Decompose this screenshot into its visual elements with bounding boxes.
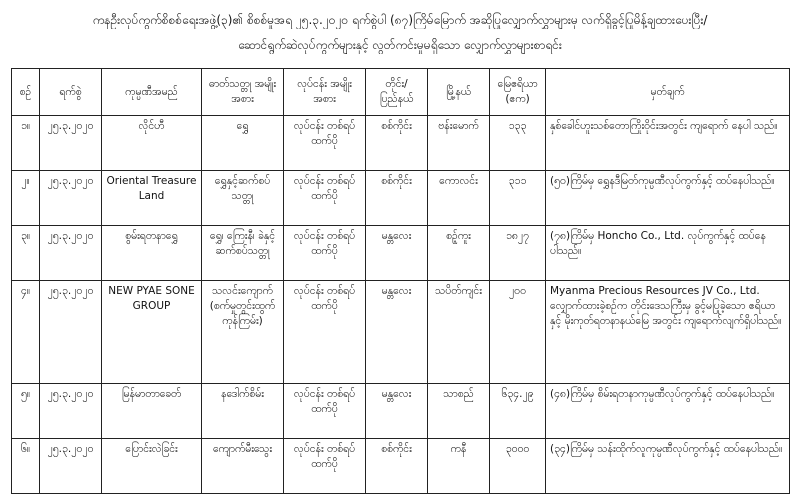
cell-business: လုပ်ငန်း တစ်ရပ်ထက်ပို	[284, 384, 366, 439]
cell-remark: Myanma Precious Resources JV Co., Ltd. လျှောက်ထားခဲ့စဉ်က တိုင်းဒေသကြီးမှ ခွင့်မပြုခဲ့သော ဧရိယာနှင့် မိုးကုတ်ရတနာနယ်မြေ အတွင်း ကျရောက်လျက်ရှိပါသည်။	[546, 281, 790, 384]
cell-region: မန္တလေး	[366, 226, 428, 281]
cell-area: ၂၀၀	[490, 281, 546, 384]
cell-area: ၁၈၂၇	[490, 226, 546, 281]
table-row	[12, 384, 790, 439]
cell-region: မန္တလေး	[366, 384, 428, 439]
cell-township: စဉ့်ကူး	[428, 226, 490, 281]
cell-remark: (၇၈)ကြိမ်မှ Honcho Co., Ltd. လုပ်ကွက်နှင့် ထပ်နေပါသည်။	[546, 226, 790, 281]
cell-remark: (၄၈)ကြိမ်မှ စိမ်းရတနာကုမ္ပဏီလုပ်ကွက်နှင့် ထပ်နေပါသည်။	[546, 384, 790, 439]
cell-business: လုပ်ငန်း တစ်ရပ်ထက်ပို	[284, 281, 366, 384]
col-header-mineral: ဓာတ်သတ္တု အမျိုးအစား	[202, 69, 284, 116]
cell-region: မန္တလေး	[366, 281, 428, 384]
cell-area: ၆၃၄.၂၉	[490, 384, 546, 439]
cell-date: ၂၅.၃.၂၀၂၀	[40, 281, 102, 384]
cell-company: လိုင်ဟီ	[102, 116, 202, 171]
cell-township: ကောလင်း	[428, 171, 490, 226]
cell-region: စစ်ကိုင်း	[366, 116, 428, 171]
cell-no: ၁။	[12, 116, 40, 171]
cell-region: စစ်ကိုင်း	[366, 439, 428, 494]
cell-remark: (၃၄)ကြိမ်မှ သန်းထိုက်လူကုမ္ပဏီလုပ်ကွက်နှင့် ထပ်နေပါသည်။	[546, 439, 790, 494]
col-header-no: စဉ်	[12, 69, 40, 116]
col-header-business: လုပ်ငန်း အမျိုးအစား	[284, 69, 366, 116]
cell-business: လုပ်ငန်း တစ်ရပ်ထက်ပို	[284, 226, 366, 281]
col-header-date: ရက်စွဲ	[40, 69, 102, 116]
cell-mineral: ရွှေနှင့်ဆက်စပ် သတ္တု	[202, 171, 284, 226]
cell-remark: နှစ်ခေါင်ဟူးသစ်တောကြိုးဝိုင်းအတွင်း ကျရောက် နေပါ သည်။	[546, 116, 790, 171]
col-header-region: တိုင်း/ ပြည်နယ်	[366, 69, 428, 116]
cell-date: ၂၅.၃.၂၀၂၀	[40, 171, 102, 226]
cell-remark: (၅၀)ကြိမ်မှ ရွှေနဒီမြတ်ကုမ္ပဏီလုပ်ကွက်နှင့် ထပ်နေပါသည်။	[546, 171, 790, 226]
cell-no: ၃။	[12, 226, 40, 281]
table-row	[12, 116, 790, 171]
cell-area: ၃၁၁	[490, 171, 546, 226]
cell-township: သာစည်	[428, 384, 490, 439]
col-header-remark: မှတ်ချက်	[546, 69, 790, 116]
cell-township: ဗန်းမောက်	[428, 116, 490, 171]
cell-area: ၃၀၀၀	[490, 439, 546, 494]
table-row	[12, 439, 790, 494]
cell-date: ၂၅.၃.၂၀၂၀	[40, 116, 102, 171]
cell-no: ၄။	[12, 281, 40, 384]
cell-no: ၂။	[12, 171, 40, 226]
col-header-company: ကုမ္ပဏီအမည်	[102, 69, 202, 116]
document-title-line-1: ကနဦးလုပ်ကွက်စိစစ်ရေးအဖွဲ့(၃)၏ စိစစ်မှုအရ ၂၅.၃.၂၀၂၀ ရက်စွဲပါ (၈၇)ကြိမ်မြောက် အဆိုပြုလျှောက်လွှာများမှ လက်ရှိခွင့်ပြုမိန့်ချထားပေးပြီး/	[92, 13, 708, 27]
table-header	[12, 69, 790, 116]
cell-region: စစ်ကိုင်း	[366, 171, 428, 226]
table-row	[12, 226, 790, 281]
cell-business: လုပ်ငန်း တစ်ရပ်ထက်ပို	[284, 116, 366, 171]
cell-township: ကနီ	[428, 439, 490, 494]
table-row	[12, 171, 790, 226]
cell-date: ၂၅.၃.၂၀၂၀	[40, 439, 102, 494]
cell-company: Oriental Treasure Land	[102, 171, 202, 226]
cell-date: ၂၅.၃.၂၀၂၀	[40, 384, 102, 439]
cell-area: ၁၃၃	[490, 116, 546, 171]
cell-business: လုပ်ငန်း တစ်ရပ်ထက်ပို	[284, 171, 366, 226]
cell-company: စွမ်းရတနာရွှေ	[102, 226, 202, 281]
cell-company: ပြောင်းလဲခြင်း	[102, 439, 202, 494]
cell-company: NEW PYAE SONE GROUP	[102, 281, 202, 384]
cell-mineral: ရွှေ၊ ကြေးနီ၊ ခဲနှင့် ဆက်စပ်သတ္တု	[202, 226, 284, 281]
cell-township: သပိတ်ကျင်း	[428, 281, 490, 384]
cell-date: ၂၅.၃.၂၀၂၀	[40, 226, 102, 281]
applications-table	[11, 68, 790, 494]
cell-no: ၆။	[12, 439, 40, 494]
cell-business: လုပ်ငန်း တစ်ရပ်ထက်ပို	[284, 439, 366, 494]
document-title-line-2: ဆောင်ရွက်ဆဲလုပ်ကွက်များနှင့် လွတ်ကင်းမှုမရှိသော လျှောက်လွှာများစာရင်း	[238, 38, 562, 52]
cell-company: မြန်မာတာခေတ်	[102, 384, 202, 439]
col-header-area: မြေဧရိယာ (ဧက)	[490, 69, 546, 116]
cell-mineral: သလင်းကျောက် (စက်မှုတွင်းထွက် ကုန်ကြမ်း)	[202, 281, 284, 384]
cell-no: ၅။	[12, 384, 40, 439]
table-row	[12, 281, 790, 384]
col-header-township: မြို့နယ်	[428, 69, 490, 116]
cell-mineral: ကျောက်မီးသွေး	[202, 439, 284, 494]
cell-mineral: နဒေါက်စိမ်း	[202, 384, 284, 439]
cell-mineral: ရွှေ	[202, 116, 284, 171]
